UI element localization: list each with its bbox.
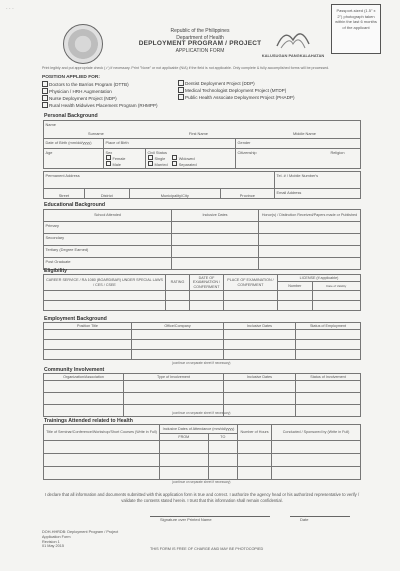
elig-cell[interactable] [224, 301, 278, 311]
emp-header-dates: Inclusive Dates [224, 323, 296, 330]
edu-cell[interactable] [172, 258, 259, 270]
comm-cell[interactable] [44, 393, 124, 405]
eligibility-table [43, 274, 361, 311]
footer-line-4: 01 May 2015 [42, 544, 64, 549]
edu-row-primary[interactable]: Primary [44, 222, 172, 234]
elig-cell[interactable] [278, 301, 313, 311]
comm-header-org: Organization/Association [44, 374, 124, 381]
edu-cell[interactable] [172, 222, 259, 234]
edu-header-dates: Inclusive Dates [172, 210, 259, 222]
single-checkbox[interactable]: Single [148, 155, 168, 161]
elig-cell[interactable] [44, 291, 166, 301]
train-sub-to: TO [208, 434, 238, 441]
train-cell[interactable] [208, 466, 238, 479]
comm-cell[interactable] [124, 381, 224, 393]
separated-checkbox[interactable]: Separated [172, 161, 197, 167]
form-subtitle: APPLICATION FORM [175, 47, 225, 54]
comm-header-type: Type of Involvement [124, 374, 224, 381]
option-dttb[interactable]: Doctors to the Barrios Program (DTTB) [42, 81, 158, 88]
corner-marks: · · · [6, 6, 14, 12]
position-applied-section [42, 74, 295, 109]
train-cell[interactable] [160, 466, 209, 479]
edu-cell[interactable] [172, 246, 259, 258]
elig-sub-validity: Date of Validity [312, 282, 360, 291]
train-cell[interactable] [238, 453, 272, 466]
elig-header-career: CAREER SERVICE / RA 1080 (BOARD/BAR) UNDER SPECIAL LAWS / CES / CSEE [44, 275, 166, 291]
form-title: DEPLOYMENT PROGRAM / PROJECT [138, 40, 262, 47]
female-checkbox[interactable]: Female [106, 155, 144, 161]
train-cell[interactable] [238, 466, 272, 479]
elig-sub-number: Number [278, 282, 313, 291]
header-department: Department of Health [176, 34, 224, 41]
train-cell[interactable] [272, 440, 361, 453]
elig-cell[interactable] [166, 291, 190, 301]
emp-cell[interactable] [132, 350, 224, 360]
train-cell[interactable] [272, 453, 361, 466]
footer-line-1: DOH-HHRDB: Deployment Program / Project [42, 530, 119, 534]
footer-line-3: Revision 1 [42, 539, 60, 544]
middle-name-label: Middle Name [293, 130, 316, 136]
education-table [43, 209, 361, 270]
emp-header-position: Position Title [44, 323, 132, 330]
edu-header-honors: Honor(s) / Distinction Received/Papers made or Published [259, 210, 361, 222]
form-header [120, 28, 280, 54]
train-cell[interactable] [160, 440, 209, 453]
elig-cell[interactable] [312, 291, 360, 301]
elig-cell[interactable] [166, 301, 190, 311]
train-header-dates: Inclusive Dates of Attendance (mm/dd/yyyy) [160, 425, 238, 434]
edu-cell[interactable] [259, 222, 361, 234]
train-cell[interactable] [208, 453, 238, 466]
emp-cell[interactable] [44, 330, 132, 340]
civil-status-field[interactable] [146, 149, 236, 169]
train-cell[interactable] [208, 440, 238, 453]
emp-header-status: Status of Employment [296, 323, 361, 330]
train-cell[interactable] [238, 440, 272, 453]
name-field[interactable] [44, 121, 361, 139]
comm-cell[interactable] [296, 393, 361, 405]
comm-header-dates: Inclusive Dates [224, 374, 296, 381]
train-cell[interactable] [272, 466, 361, 479]
employment-section-title: Employment Background [44, 316, 107, 322]
option-mtdp[interactable]: Medical Technologist Deployment Project (MTDP) [178, 87, 328, 94]
emp-cell[interactable] [296, 340, 361, 350]
pob-field[interactable]: Place of Birth [104, 139, 236, 149]
comm-header-status: Status of Involvement [296, 374, 361, 381]
option-ddp[interactable]: Dentist Deployment Project (DDP) [178, 80, 328, 87]
edu-cell[interactable] [259, 258, 361, 270]
community-section-title: Community Involvement [44, 367, 105, 373]
education-section-title: Educational Background [44, 202, 106, 208]
trainings-section-title: Trainings Attended related to Health [44, 418, 133, 424]
train-cell[interactable] [160, 453, 209, 466]
position-title: POSITION APPLIED FOR: [42, 75, 100, 80]
elig-header-place: PLACE OF EXAMINATION / CONFERMENT [224, 275, 278, 291]
civil-status-label: Civil Status [147, 149, 167, 155]
married-checkbox[interactable]: Married [148, 161, 168, 167]
edu-row-tertiary[interactable]: Tertiary (Degree Earned) [44, 246, 172, 258]
gender-field[interactable]: Gender [236, 139, 361, 149]
comm-cell[interactable] [124, 393, 224, 405]
option-ndp[interactable]: Nurse Deployment Project (NDP) [42, 95, 158, 102]
footer-free-notice: THIS FORM IS FREE OF CHARGE AND MAY BE PHOTOCOPIED [150, 547, 264, 551]
age-field[interactable]: Age [44, 149, 104, 169]
edu-cell[interactable] [259, 234, 361, 246]
kalusugan-pangkalahatan-logo [261, 24, 325, 62]
male-checkbox[interactable]: Male [106, 161, 144, 167]
community-caption: (continue on separate sheet if necessary) [172, 411, 231, 415]
elig-cell[interactable] [312, 301, 360, 311]
surname-label: Surname [88, 130, 104, 136]
edu-header-school: School Attended [44, 210, 172, 222]
form-footer [42, 530, 118, 549]
religion-label: Religion [330, 149, 345, 155]
emp-cell[interactable] [296, 330, 361, 340]
photo-box[interactable]: Passport-sized (1.5" x 2") photograph taken within the last 6 months of the applicant [331, 4, 381, 54]
train-sub-from: FROM [160, 434, 209, 441]
elig-cell[interactable] [44, 301, 166, 311]
dob-field[interactable]: Date of Birth (mm/dd/yyyy) [44, 139, 104, 149]
emp-cell[interactable] [224, 330, 296, 340]
emp-cell[interactable] [44, 350, 132, 360]
name-label: Name [45, 121, 56, 127]
edu-cell[interactable] [259, 246, 361, 258]
employment-table [43, 322, 361, 360]
emp-cell[interactable] [44, 340, 132, 350]
trainings-table [43, 424, 361, 480]
instructions-note: Print legibly and put appropriate check (✓) if necessary. Print "None" or not applicable (N/A) if the field is not applicable. Only complete & fully accomplished forms will be processed. [42, 66, 330, 70]
eligibility-section-title: Eligibility [44, 268, 68, 274]
header-republic: Republic of the Philippines [170, 28, 230, 34]
elig-cell[interactable] [190, 291, 224, 301]
comm-cell[interactable] [296, 381, 361, 393]
edu-row-postgrad[interactable]: Post Graduate [44, 258, 172, 270]
option-physician[interactable]: Physician / HRH Augmentation [42, 88, 158, 95]
option-rhmpp[interactable]: Rural Health Midwives Placement Program (RHMPP) [42, 102, 158, 109]
emp-cell[interactable] [296, 350, 361, 360]
comm-cell[interactable] [296, 405, 361, 417]
elig-cell[interactable] [190, 301, 224, 311]
train-header-sponsor: Conducted / Sponsored by (Write in Full) [272, 425, 361, 441]
employment-caption: (continue on separate sheet if necessary) [172, 361, 231, 365]
option-phadp[interactable]: Public Health Associate Deployment Project (PHADP) [178, 94, 328, 101]
train-header-hours: Number of Hours [238, 425, 272, 441]
elig-header-rating: RATING [166, 275, 190, 291]
emp-cell[interactable] [224, 340, 296, 350]
sex-label: Sex [105, 149, 113, 155]
elig-cell[interactable] [224, 291, 278, 301]
street-label: Street [44, 189, 85, 199]
logo-text: KALUSUGAN PANGKALAHATAN [261, 53, 325, 58]
municipality-label: Municipality/City [129, 189, 220, 199]
comm-cell[interactable] [224, 381, 296, 393]
date-line[interactable] [290, 516, 350, 517]
signature-label: Signature over Printed Name [160, 517, 212, 522]
personal-table [43, 120, 361, 169]
train-cell[interactable] [44, 440, 160, 453]
date-label: Date [300, 517, 309, 522]
elig-header-date: DATE OF EXAMINATION / CONFERMENT [190, 275, 224, 291]
tel-field[interactable]: Tel. # / Mobile Number's [275, 172, 361, 189]
emp-cell[interactable] [224, 350, 296, 360]
widowed-checkbox[interactable]: Widowed [172, 155, 197, 161]
barangay-label: District [84, 189, 129, 199]
personal-section-title: Personal Background [44, 113, 98, 119]
emp-header-office: Office/Company [132, 323, 224, 330]
comm-cell[interactable] [44, 381, 124, 393]
elig-cell[interactable] [278, 291, 313, 301]
permanent-address-field[interactable] [44, 172, 275, 189]
citizenship-label: Citizenship [237, 149, 257, 155]
train-cell[interactable] [44, 453, 160, 466]
train-cell[interactable] [44, 466, 160, 479]
edu-cell[interactable] [172, 234, 259, 246]
province-label: Province [220, 189, 274, 199]
footer-line-2: Application Form [42, 534, 71, 539]
comm-cell[interactable] [224, 405, 296, 417]
declaration-text: I declare that all information and documents submitted with this application form is true and correct. I authorize the agency head or his authorized representative to verify / validate the contents stated herein. I trust that this information shall remain confidential. [44, 492, 360, 503]
citizenship-religion-field[interactable] [236, 149, 361, 169]
sex-field[interactable] [104, 149, 146, 169]
email-field[interactable]: Email Address [275, 189, 361, 199]
elig-header-license: LICENSE (if applicable) [278, 275, 361, 282]
first-name-label: First Name [188, 130, 208, 136]
edu-row-secondary[interactable]: Secondary [44, 234, 172, 246]
address-table [43, 171, 361, 199]
comm-cell[interactable] [44, 405, 124, 417]
comm-cell[interactable] [224, 393, 296, 405]
emp-cell[interactable] [132, 340, 224, 350]
emp-cell[interactable] [132, 330, 224, 340]
permanent-address-label: Permanent Address [45, 172, 80, 178]
doh-seal-logo [63, 24, 103, 64]
train-header-title: Title of Seminar/Conference/Workshop/Short Courses (Write in Full) [44, 425, 160, 441]
trainings-caption: (continue on separate sheet if necessary) [172, 480, 231, 484]
